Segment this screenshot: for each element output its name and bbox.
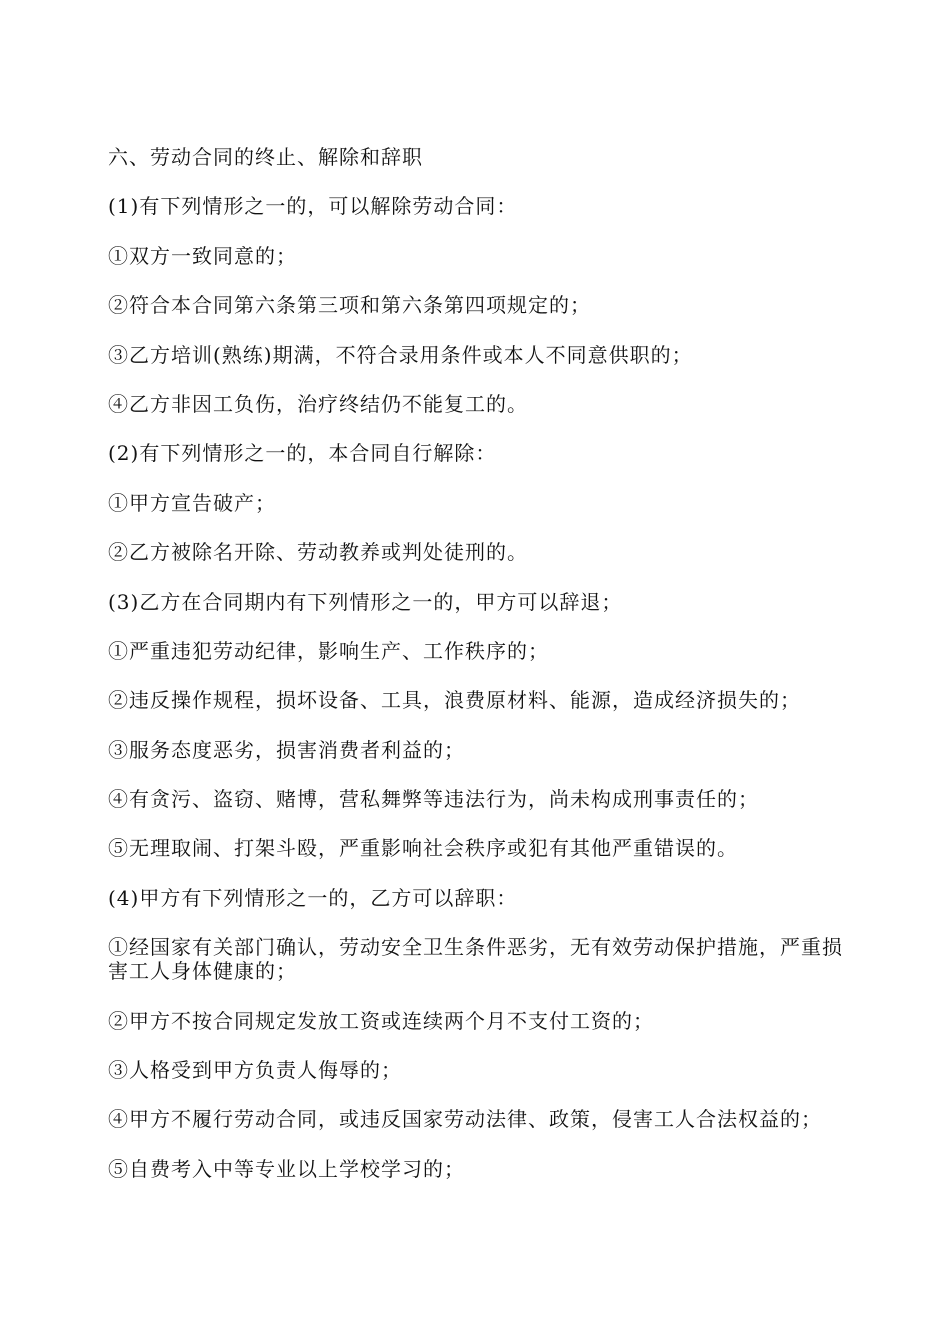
clause-4-heading: (4)甲方有下列情形之一的，乙方可以辞职：: [108, 885, 518, 910]
clause-1-item-3: ③乙方培训(熟练)期满，不符合录用条件或本人不同意供职的；: [108, 342, 693, 367]
clause-4-item-4: ④甲方不履行劳动合同，或违反国家劳动法律、政策，侵害工人合法权益的；: [108, 1107, 822, 1132]
clause-3-item-2: ②违反操作规程，损坏设备、工具，浪费原材料、能源，造成经济损失的；: [108, 688, 801, 713]
clause-2-item-1: ①甲方宣告破产；: [108, 490, 276, 515]
section-heading: 六、劳动合同的终止、解除和辞职: [108, 145, 423, 169]
document-body: [108, 145, 848, 1206]
clause-3-item-4: ④有贪污、盗窃、赌博，营私舞弊等违法行为，尚未构成刑事责任的；: [108, 787, 759, 812]
clause-3-item-5: ⑤无理取闹、打架斗殴，严重影响社会秩序或犯有其他严重错误的。: [108, 836, 738, 861]
clause-4-item-1: ①经国家有关部门确认，劳动安全卫生条件恶劣，无有效劳动保护措施，严重损害工人身体健康的；: [108, 935, 843, 984]
clause-4-item-3: ③人格受到甲方负责人侮辱的；: [108, 1058, 402, 1083]
clause-3-heading: (3)乙方在合同期内有下列情形之一的，甲方可以辞退；: [108, 589, 623, 614]
clause-4-item-2: ②甲方不按合同规定发放工资或连续两个月不支付工资的；: [108, 1008, 654, 1033]
clause-1-item-2: ②符合本合同第六条第三项和第六条第四项规定的；: [108, 293, 591, 318]
clause-3-item-3: ③服务态度恶劣，损害消费者利益的；: [108, 737, 465, 762]
clause-2-heading: (2)有下列情形之一的，本合同自行解除：: [108, 441, 497, 466]
clause-1-item-1: ①双方一致同意的；: [108, 243, 297, 268]
clause-1-heading: (1)有下列情形之一的，可以解除劳动合同：: [108, 194, 518, 219]
clause-4-item-5: ⑤自费考入中等专业以上学校学习的；: [108, 1156, 465, 1181]
clause-3-item-1: ①严重违犯劳动纪律，影响生产、工作秩序的；: [108, 638, 549, 663]
clause-1-item-4: ④乙方非因工负伤，治疗终结仍不能复工的。: [108, 391, 528, 416]
clause-2-item-2: ②乙方被除名开除、劳动教养或判处徒刑的。: [108, 540, 528, 565]
